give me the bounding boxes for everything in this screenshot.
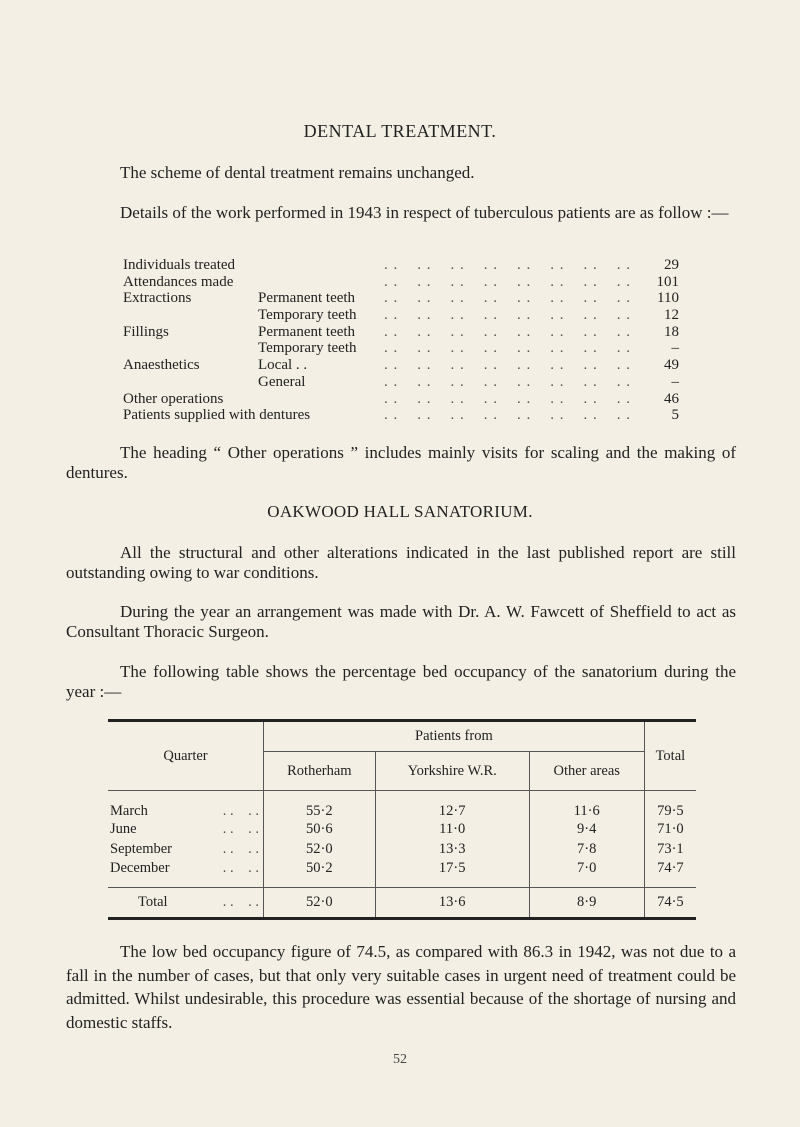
list-item: [123, 391, 679, 408]
paragraph: [66, 443, 736, 483]
item-subcategory: Local . .: [258, 357, 308, 374]
quarter-cell-content: [110, 894, 263, 911]
value-cell: 71·0: [644, 820, 696, 840]
value-cell: 13·6: [375, 887, 529, 917]
item-subcategory: General: [258, 373, 306, 390]
value-cell: 7·0: [529, 859, 644, 879]
item-category: Attendances made: [123, 273, 234, 290]
item-subcategory: Temporary teeth: [258, 340, 357, 357]
header-rotherham: Rotherham: [263, 752, 375, 791]
paragraph: [66, 940, 736, 1034]
list-item: [123, 274, 679, 291]
spacer-cell: [644, 879, 696, 887]
item-value: 12: [664, 307, 679, 324]
list-item: [123, 374, 679, 391]
item-category: Individuals treated: [123, 257, 236, 273]
leader-dots: . . . . . . . . . . . . . . . .: [384, 257, 631, 273]
list-item: [123, 324, 679, 341]
paragraph-text: Details of the work performed in 1943 in respect of tuberculous patients are as follow :—: [120, 203, 729, 222]
table-row: [108, 791, 696, 820]
leader-dots: . . . .: [222, 821, 259, 838]
quarter-label: March: [110, 803, 148, 819]
paragraph: [66, 163, 736, 183]
value-cell: 13·3: [375, 840, 529, 860]
table-row: [108, 820, 696, 840]
paragraph-text: The scheme of dental treatment remains unchanged.: [120, 163, 475, 182]
leader-dots: . . . . . . . . . . . . . . . .: [384, 390, 631, 407]
value-cell: 11·6: [529, 791, 644, 820]
total-row: [108, 887, 696, 917]
leader-dots: . . . . . . . . . . . . . . . .: [384, 307, 631, 324]
list-item: [123, 257, 679, 274]
paragraph: [66, 602, 736, 642]
item-category: [123, 307, 258, 324]
leader-dots: . . . . . . . . . . . . . . . .: [384, 290, 631, 307]
value-cell: 50·6: [263, 820, 375, 840]
quarter-cell: [108, 820, 263, 840]
paragraph-text: The heading “ Other operations ” includes mainly visits for scaling and the making of dentures.: [66, 443, 736, 482]
item-value: –: [671, 373, 679, 390]
quarter-cell-content: [110, 860, 263, 877]
item-category: [123, 374, 258, 391]
list-item: [123, 357, 679, 374]
item-category: Extractions: [123, 290, 192, 307]
value-cell: 55·2: [263, 791, 375, 820]
item-value: –: [671, 340, 679, 357]
section-title: DENTAL TREATMENT.: [303, 121, 497, 141]
item-value: 110: [657, 290, 679, 307]
item-value: 101: [656, 273, 679, 290]
leader-dots: . . . .: [222, 840, 259, 857]
quarter-cell-content: [110, 803, 263, 820]
item-category: Other operations: [123, 390, 224, 407]
value-cell: 73·1: [644, 840, 696, 860]
leader-dots: . . . . . . . . . . . . . . . .: [384, 273, 631, 290]
item-value: 29: [664, 257, 679, 273]
paragraph: [66, 543, 736, 583]
value-cell: 9·4: [529, 820, 644, 840]
paragraph-text: The low bed occupancy figure of 74.5, as compared with 86.3 in 1942, was not due to a fall in the number of cases, but that only very suitable cases in urgent need of treatment could be admitted. Whilst undesirable, this procedure was essential because of the shortage of nursing and domestic staffs.: [66, 942, 736, 1032]
quarter-cell-content: [110, 821, 263, 838]
spacer-cell: [108, 879, 263, 887]
item-value: 49: [664, 357, 679, 374]
value-cell: 52·0: [263, 840, 375, 860]
item-subcategory: Permanent teeth: [258, 290, 356, 307]
page-number: 52: [393, 1052, 407, 1067]
item-subcategory: Temporary teeth: [258, 307, 357, 324]
table-row: [108, 859, 696, 879]
paragraph-text: During the year an arrangement was made with Dr. A. W. Fawcett of Sheffield to act as Consultant Thoracic Surgeon.: [66, 602, 736, 641]
section-title: OAKWOOD HALL SANATORIUM.: [267, 502, 533, 521]
item-value: 18: [664, 323, 679, 340]
value-cell: 79·5: [644, 791, 696, 820]
quarter-cell-content: [110, 841, 263, 858]
leader-dots: . . . .: [222, 860, 259, 877]
leader-dots: . . . . . . . . . . . . . . . .: [384, 357, 631, 374]
quarter-cell: [108, 791, 263, 820]
header-total: Total: [644, 722, 696, 791]
leader-dots: . . . .: [222, 893, 259, 910]
spacer-cell: [263, 879, 375, 887]
value-cell: 8·9: [529, 887, 644, 917]
value-cell: 50·2: [263, 859, 375, 879]
table-row: [108, 840, 696, 860]
header-other-areas: Other areas: [529, 752, 644, 791]
value-cell: 17·5: [375, 859, 529, 879]
quarter-label: September: [110, 840, 173, 857]
item-category: [123, 340, 258, 357]
paragraph-text: All the structural and other alterations indicated in the last published report are still outstanding owing to war conditions.: [66, 543, 736, 582]
quarter-cell: [108, 887, 263, 917]
bed-occupancy-table: [108, 719, 696, 920]
value-cell: 74·5: [644, 887, 696, 917]
quarter-cell: [108, 859, 263, 879]
paragraph-text: The following table shows the percentage bed occupancy of the sanatorium during the year :—: [66, 662, 736, 701]
quarter-cell: [108, 840, 263, 860]
leader-dots: . . . . . . . . . . . . . . . .: [384, 323, 631, 340]
leader-dots: . . . . . . . . . . . . . . . .: [384, 407, 631, 424]
header-quarter: Quarter: [108, 722, 263, 791]
item-value: 46: [664, 390, 679, 407]
list-item: [123, 290, 679, 307]
spacer-cell: [529, 879, 644, 887]
item-category: Fillings: [123, 323, 169, 340]
item-category: Patients supplied with dentures: [123, 407, 311, 424]
leader-dots: . . . . . . . . . . . . . . . .: [384, 373, 631, 390]
dental-treatment-list: [123, 257, 679, 424]
list-item: [123, 307, 679, 324]
paragraph: [66, 203, 736, 223]
leader-dots: . . . .: [222, 803, 259, 819]
list-item: [123, 340, 679, 357]
value-cell: 12·7: [375, 791, 529, 820]
item-category: Anaesthetics: [123, 357, 200, 374]
paragraph: [66, 662, 736, 702]
header-yorkshire: Yorkshire W.R.: [375, 752, 529, 791]
quarter-label: Total: [138, 893, 168, 910]
value-cell: 7·8: [529, 840, 644, 860]
value-cell: 52·0: [263, 887, 375, 917]
spacer-row: [108, 879, 696, 887]
header-patients-from: Patients from: [263, 722, 644, 752]
list-item: [123, 407, 679, 424]
leader-dots: . . . . . . . . . . . . . . . .: [384, 340, 631, 357]
value-cell: 11·0: [375, 820, 529, 840]
quarter-label: December: [110, 860, 170, 877]
quarter-label: June: [110, 821, 137, 838]
spacer-cell: [375, 879, 529, 887]
item-subcategory: Permanent teeth: [258, 323, 356, 340]
item-value: 5: [671, 407, 679, 424]
value-cell: 74·7: [644, 859, 696, 879]
